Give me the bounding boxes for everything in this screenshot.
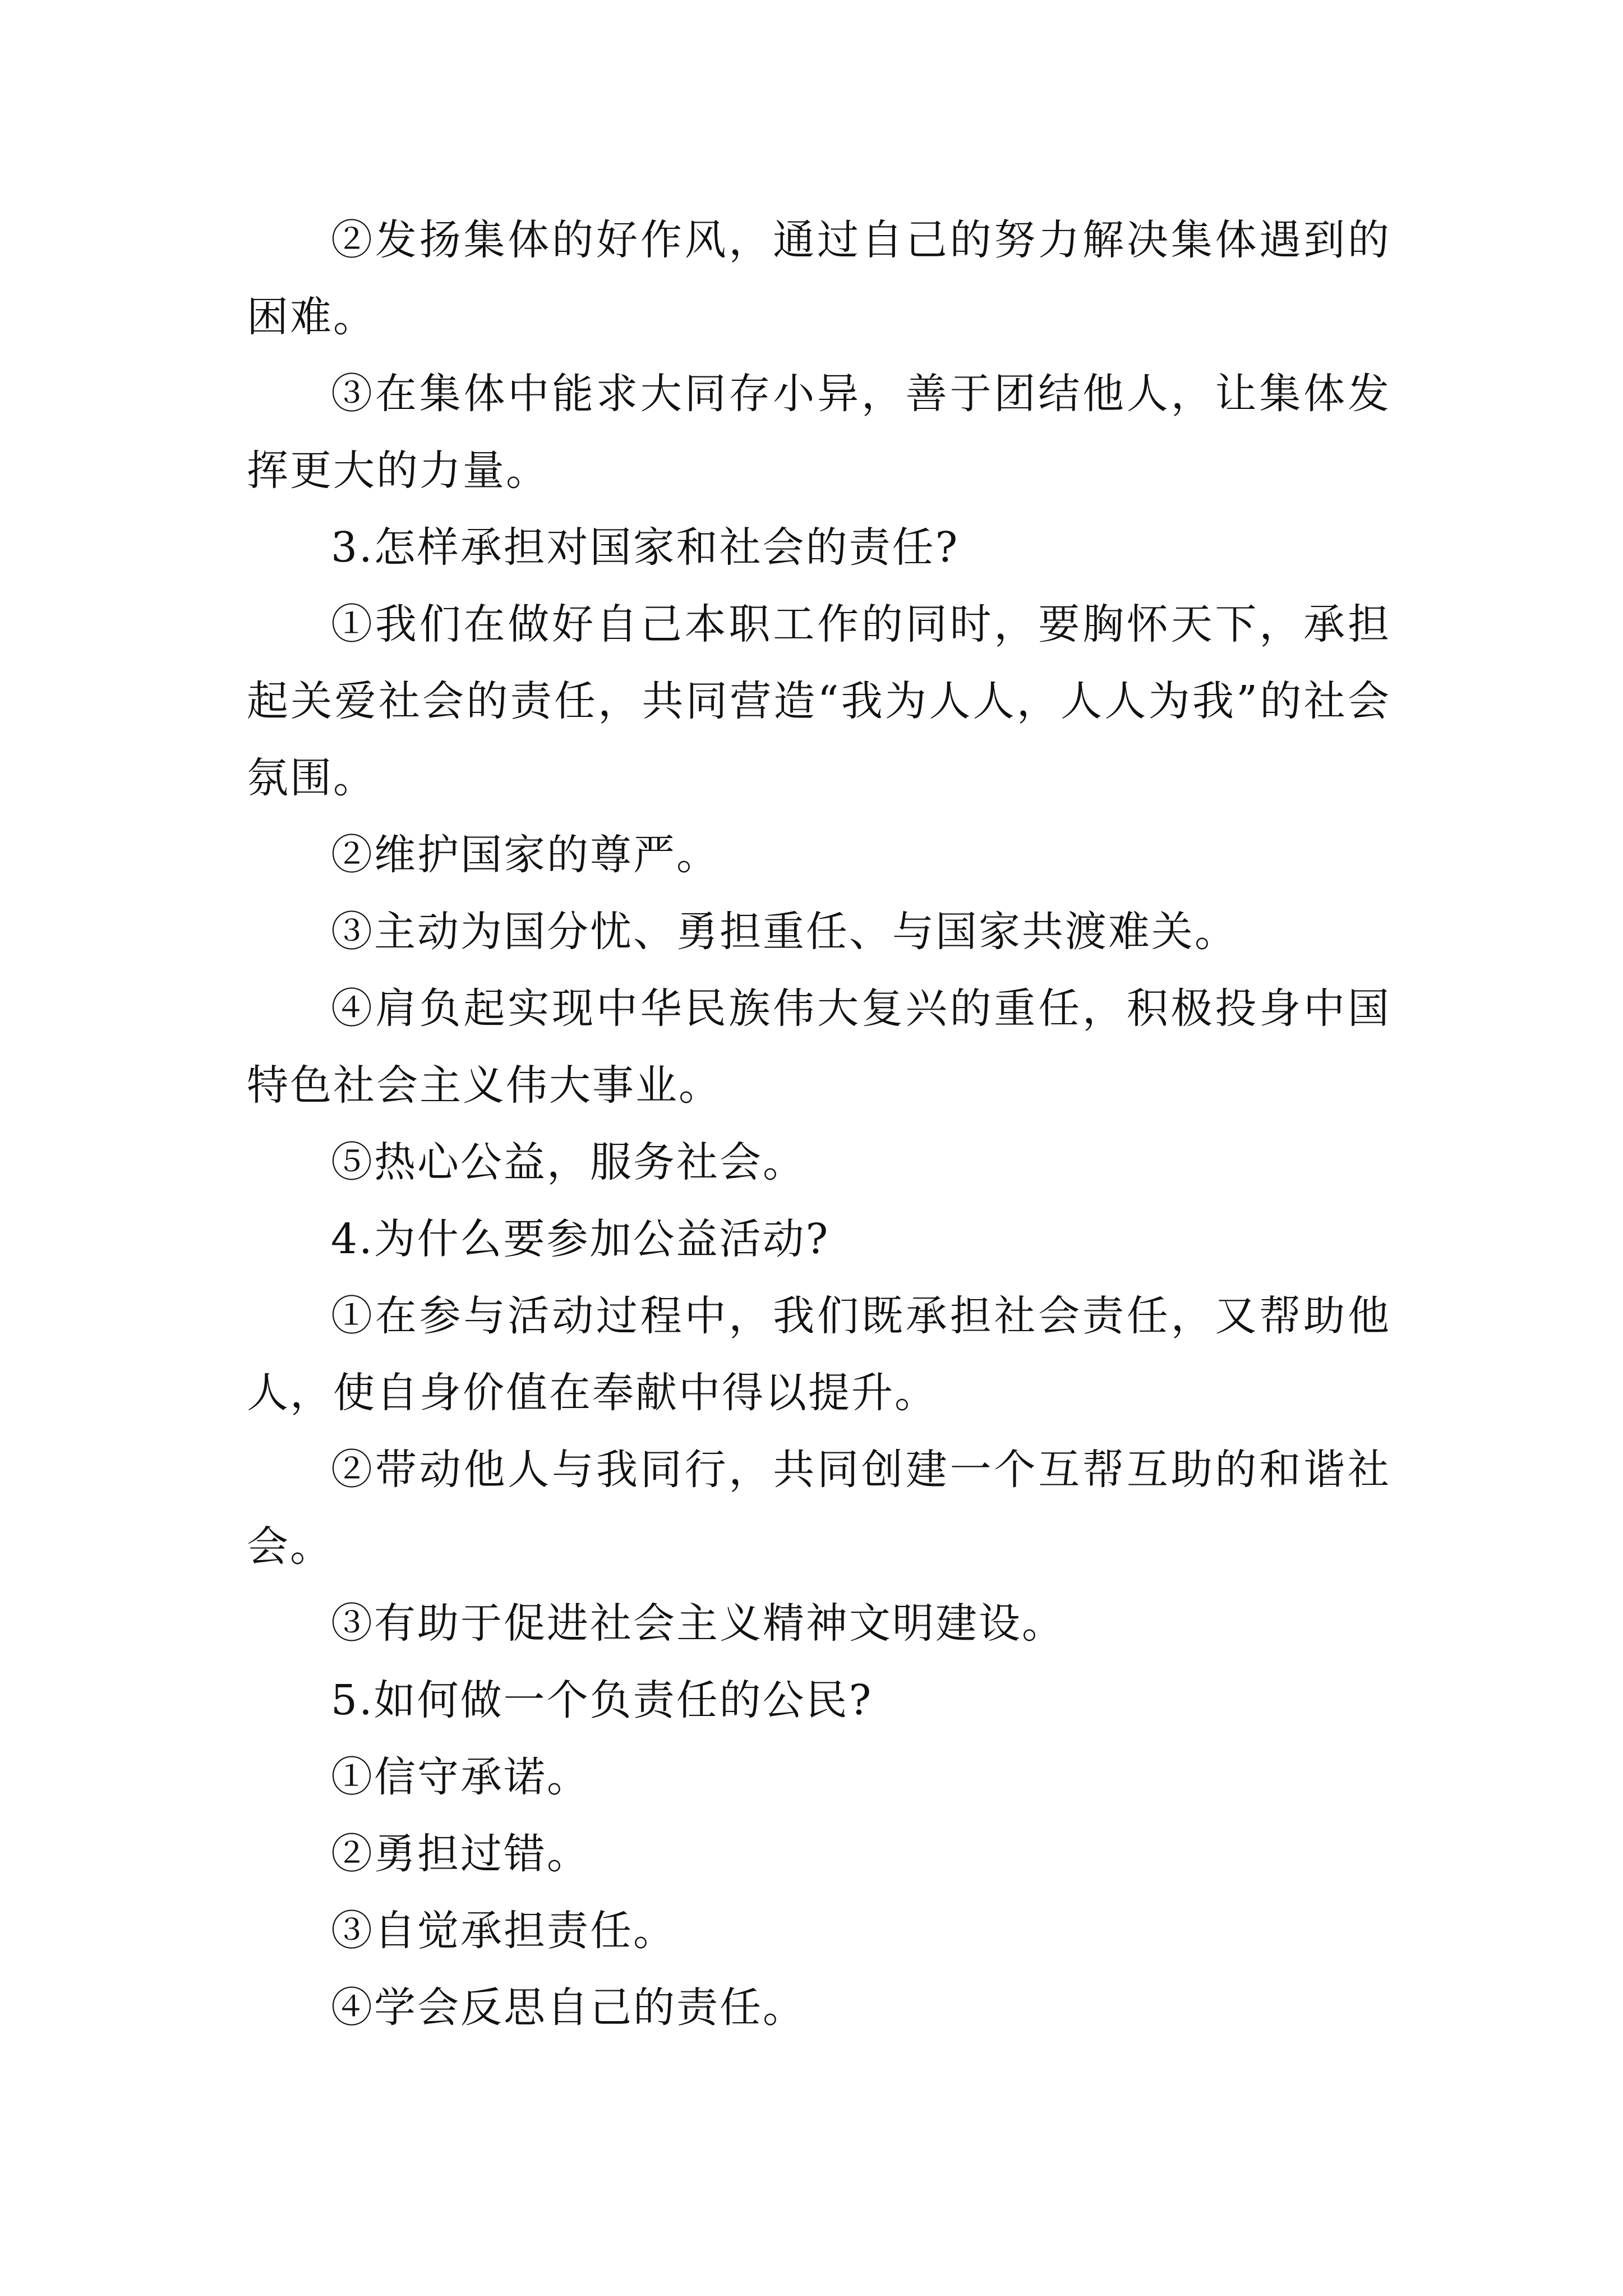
paragraph-public-welfare: ⑤热心公益，服务社会。: [331, 1138, 806, 1186]
paragraph-reflect-responsibility: ④学会反思自己的责任。: [331, 1984, 806, 2032]
heading-question-3: 3.怎样承担对国家和社会的责任?: [331, 523, 960, 572]
heading-question-5: 5.如何做一个负责任的公民?: [331, 1676, 873, 1724]
paragraph-spiritual-civilization: ③有助于促进社会主义精神文明建设。: [331, 1599, 1065, 1648]
paragraph-harmonious-society: ②带动他人与我同行，共同创建一个互帮互助的和谐社会。: [247, 1446, 1391, 1571]
paragraph-self-value: ①在参与活动过程中，我们既承担社会责任，又帮助他人，使自身价值在奉献中得以提升。: [247, 1292, 1391, 1417]
document-body: [247, 202, 1391, 2046]
paragraph-share-burdens: ③主动为国分忧、勇担重任、与国家共渡难关。: [331, 908, 1238, 956]
paragraph-admit-mistakes: ②勇担过错。: [331, 1830, 590, 1878]
paragraph-keep-promises: ①信守承诺。: [331, 1753, 590, 1801]
paragraph-national-dignity: ②维护国家的尊严。: [331, 831, 720, 879]
paragraph-national-rejuvenation: ④肩负起实现中华民族伟大复兴的重任，积极投身中国特色社会主义伟大事业。: [247, 984, 1391, 1110]
paragraph-care-society: ①我们在做好自己本职工作的同时，要胸怀天下，承担起关爱社会的责任，共同营造“我为人人，人人为我”的社会氛围。: [247, 600, 1391, 802]
paragraph-collective-style: ②发扬集体的好作风，通过自己的努力解决集体遇到的困难。: [247, 216, 1391, 341]
paragraph-unity: ③在集体中能求大同存小异，善于团结他人，让集体发挥更大的力量。: [247, 370, 1391, 495]
heading-question-4: 4.为什么要参加公益活动?: [331, 1215, 830, 1263]
paragraph-take-responsibility: ③自觉承担责任。: [331, 1907, 676, 1955]
